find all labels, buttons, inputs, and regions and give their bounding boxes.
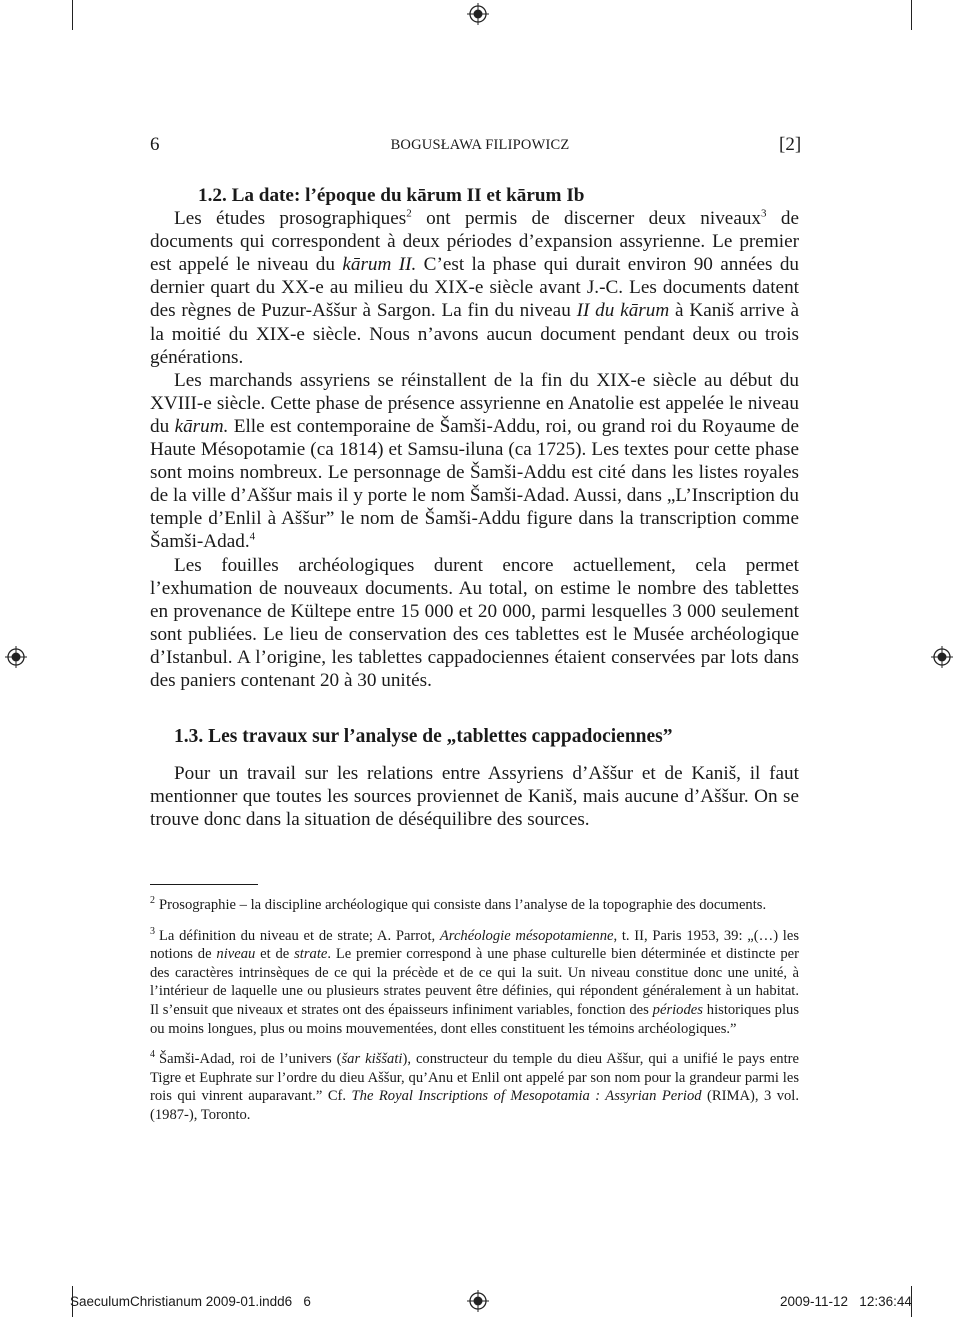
paragraph: Pour un travail sur les relations entre Assyriens d’Aššur et de Kaniš, il faut mentionner que toutes les sources proviennet de Kaniš, mais aucune d’Aššur. On se trouve donc dans la situation de déséquilibre des sources. (150, 763, 799, 831)
registration-mark-right (931, 646, 953, 668)
crop-mark-top-right (911, 0, 912, 30)
registration-mark-bottom (467, 1290, 489, 1312)
running-head-author: BOGUSŁAWA FILIPOWICZ (390, 137, 570, 153)
crop-mark-top-left (72, 0, 73, 30)
section-1-2 (150, 184, 799, 692)
footnotes (150, 896, 799, 1137)
section-heading-1-3: 1.3. Les travaux sur l’analyse de „tablettes cappadociennes” (174, 726, 673, 747)
section-1-3 (150, 762, 799, 831)
paragraph: Les études prosographiques$^2$ ont permis de discerner deux niveaux$^3$ de documents qui correspondent à deux périodes d’expansion assyrienne. Le premier est appelé le niveau du kārum II. C’est la phase qui durait environ 90 années du dernier quart du XX-e au milieu du XIX-e siècle avant J.-C. Les documents datent des règnes de Puzur-Aššur à Sargon. La fin du niveau II du kārum à Kaniš arrive à la moitié du XIX-e siècle. Nous n’avons aucun document pendant deux ou trois générations. (150, 207, 800, 368)
footnote-ref[interactable]: 4 (249, 531, 256, 544)
footnote-ref[interactable]: 3 (761, 207, 767, 220)
footnote-2: $^2$ Prosographie – la discipline archéologique qui consiste dans l’analyse de la topographie des documents. (150, 895, 767, 913)
registration-mark-top (467, 3, 489, 25)
paragraph: Les fouilles archéologiques durent encore actuellement, cela permet l’exhumation de nouveaux documents. Au total, on estime le nombre des tablettes en provenance de Kültepe entre 15 000 et 20 000, parmi lesquelles 3 000 seulement sont publiées. Le lieu de conservation des ces tablettes est le Musée archéologique d’Istanbul. A l’origine, les tablettes cappadociennes étaient conservées par lots dans des paniers contenant 20 à 30 unités. (150, 554, 799, 691)
article-reference: [2] (779, 134, 802, 155)
page-number: 6 (150, 134, 160, 155)
footnote-separator (150, 884, 258, 885)
footnote-3: $^3$ La définition du niveau et de strate; A. Parrot, Archéologie mésopotamienne, t. II, Paris 1953, 39: „(…) les notions de niveau et de strate. Le premier correspond à une phase culturelle bien déterminée et distincte per des caractères intrinsèques de ce qui la précède et de ce qui la suit. Un niveau constitue donc une unité, à l’intérieur de laquelle une ou plusieurs strates peuvent être définies, qui répondent généralement à un habitat. Il s’ensuit que niveaux et strates ont des épaisseurs infiniment variables, fonction des périodes historiques plus ou moins longues, plus ou moins mouvementées, dont elles constituent les témoins archéologiques.” (150, 925, 800, 1037)
section-heading: 1.2. La date: l’époque du kārum II et kārum Ib (198, 185, 585, 206)
slug-filename: SaeculumChristianum 2009-01.indd6 6 (70, 1294, 311, 1309)
slug-timestamp: 2009-11-12 12:36:44 (780, 1294, 912, 1309)
registration-mark-left (5, 646, 27, 668)
paragraph: Les marchands assyriens se réinstallent de la fin du XIX-e siècle au début du XVIII-e siècle. Cette phase de présence assyrienne en Anatolie est appelée le niveau du kārum. Elle est contemporaine de Šamši-Addu, roi, ou grand roi du Royaume de Haute Mésopotamie (ca 1814) et Samsu-iluna (ca 1725). Les textes pour cette phase sont moins nombreux. Le personnage de Šamši-Addu est cité dans les listes royales de la ville d’Aššur mais il y porte le nom Šamši-Adad. Aussi, dans „L’Inscription du temple d’Enlil à Aššur” le nom de Šamši-Addu figure dans la transcription comme Šamši-Adad.$^4$ (150, 369, 800, 553)
footnote-ref[interactable]: 2 (406, 207, 412, 220)
footnote-4: $^4$ Šamši-Adad, roi de l’univers (šar kiššati), constructeur du temple du dieu Aššur, qui a unifié le pays entre Tigre et Euphrate sur l’ordre du dieu Aššur, qu’Anu et Enlil ont appelé par son nom pour la grandeur parmi les rois qui vinrent auparavant.” Cf. The Royal Inscriptions of Mesopotamia : Assyrian Period (RIMA), 3 vol. (1987-), Toronto. (150, 1049, 799, 1123)
